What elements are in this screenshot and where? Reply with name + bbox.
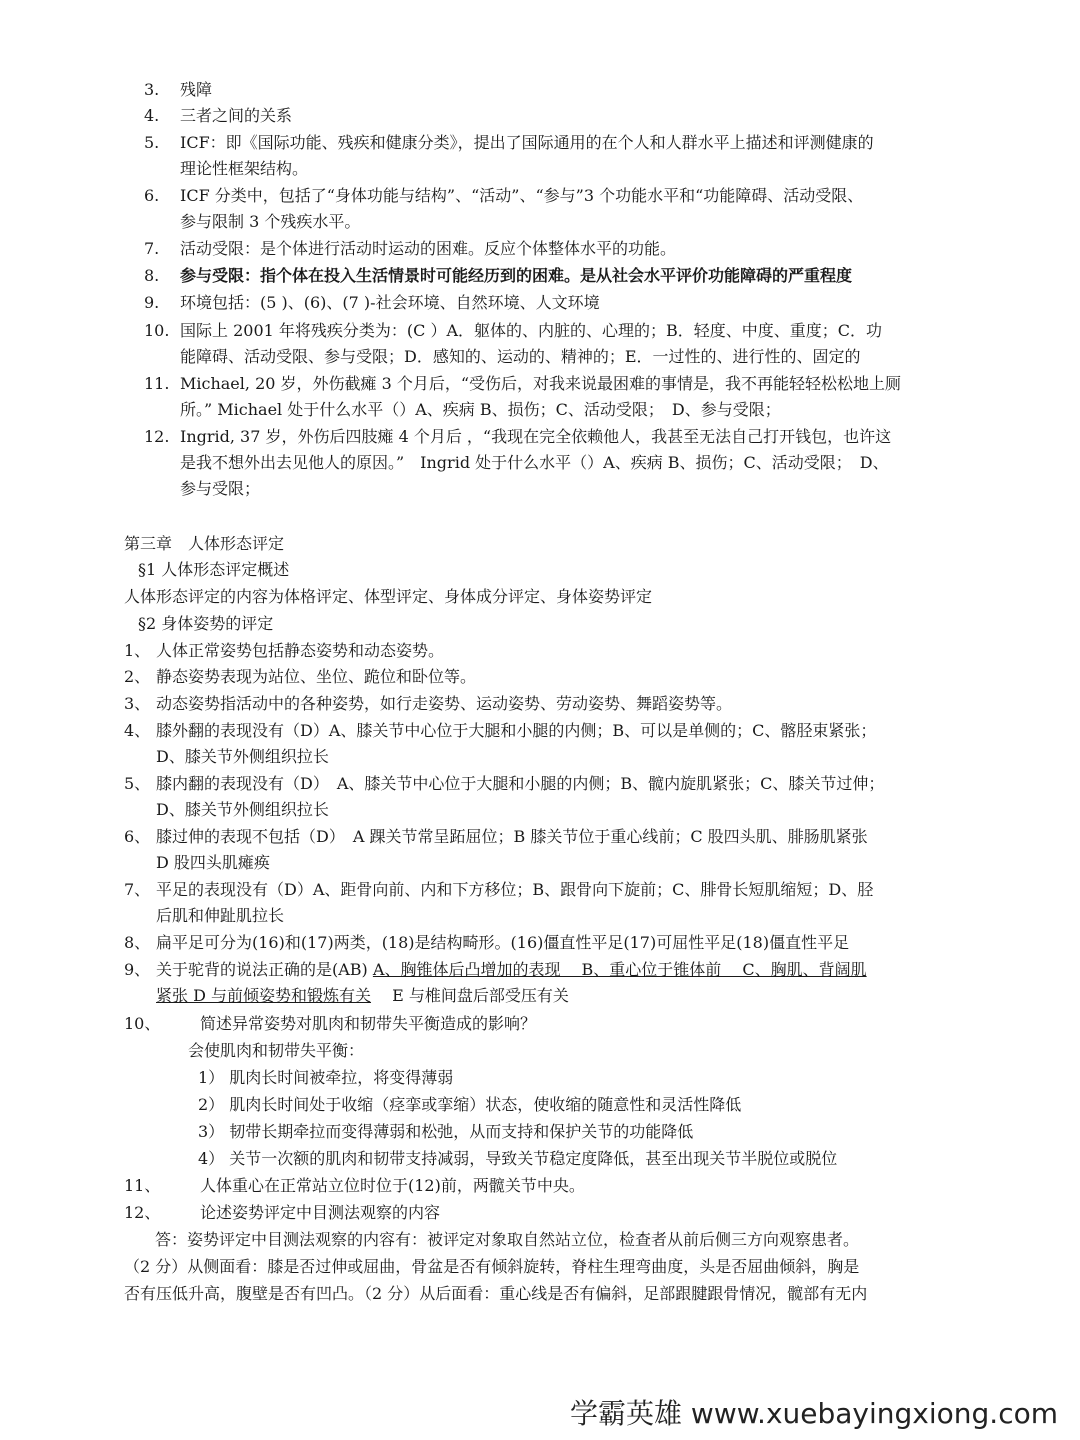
chapter-title: 第三章 人体形态评定 bbox=[124, 534, 285, 553]
answer-item: 4） 关节一次额的肌肉和韧带支持减弱，导致关节稳定度降低，甚至出现关节半脱位或脱位 bbox=[198, 1149, 838, 1168]
answer-item: 2） 肌肉长时间处于收缩（痉挛或挛缩）状态，使收缩的随意性和灵活性降低 bbox=[198, 1095, 742, 1114]
list-number: 12、 bbox=[124, 1203, 161, 1222]
answer-text: 答：姿势评定中目测法观察的内容有：被评定对象取自然站立位，检查者从前后侧三方向观察患者。 bbox=[155, 1230, 860, 1249]
list-number: 10、 bbox=[124, 1014, 161, 1033]
list-item-text: 参与受限； bbox=[180, 479, 261, 498]
list-number: 10. bbox=[144, 321, 170, 340]
list-item-text: 后肌和伸趾肌拉长 bbox=[156, 906, 285, 925]
list-number: 5、 bbox=[124, 774, 151, 793]
list-number: 4. bbox=[144, 106, 160, 125]
list-number: 2、 bbox=[124, 667, 151, 686]
q9-prefix: 关于驼背的说法正确的是(AB) bbox=[156, 960, 373, 979]
list-item-text: 扁平足可分为(16)和(17)两类，(18)是结构畸形。(16)僵直性平足(17)可屈性平足(18)僵直性平足 bbox=[156, 933, 850, 952]
list-number: 4、 bbox=[124, 721, 151, 740]
answer-text: （2 分）从侧面看：膝是否过伸或屈曲，骨盆是否有倾斜旋转，脊柱生理弯曲度，头是否屈曲倾斜，胸是 bbox=[124, 1257, 860, 1276]
list-item-text: ICF 分类中，包括了“身体功能与结构”、“活动”、“参与”3 个功能水平和“功能障碍、活动受限、 bbox=[180, 186, 864, 205]
list-number: 9. bbox=[144, 293, 160, 312]
list-number: 7、 bbox=[124, 880, 151, 899]
list-number: 11、 bbox=[124, 1176, 161, 1195]
list-item-text: 动态姿势指活动中的各种姿势，如行走姿势、运动姿势、劳动姿势、舞蹈姿势等。 bbox=[156, 694, 733, 713]
list-number: 11. bbox=[144, 374, 170, 393]
list-item-text: 环境包括：(5 )、(6)、(7 )-社会环境、自然环境、人文环境 bbox=[180, 293, 600, 312]
list-number: 6. bbox=[144, 186, 160, 205]
answer-text: 否有压低升高，腹壁是否有凹凸。（2 分）从后面看：重心线是否有偏斜，足部跟腱跟骨情况，髋部有无内 bbox=[124, 1284, 868, 1303]
list-item-text: 残障 bbox=[180, 80, 213, 99]
list-item-text: 静态姿势表现为站位、坐位、跪位和卧位等。 bbox=[156, 667, 477, 686]
watermark-text: 学霸英雄 www.xuebayingxiong.com bbox=[570, 1397, 1058, 1430]
question-text: 论述姿势评定中目测法观察的内容 bbox=[200, 1203, 441, 1222]
section-heading: §2 身体姿势的评定 bbox=[138, 614, 274, 633]
list-item-text: Michael, 20 岁，外伤截瘫 3 个月后，“受伤后，对我来说最困难的事情是，我不再能轻轻松松地上厕 bbox=[180, 374, 902, 393]
list-number: 7. bbox=[144, 239, 160, 258]
list-item-text: 能障碍、活动受限、参与受限；D．感知的、运动的、精神的；E．一过性的、进行性的、固定的 bbox=[180, 347, 861, 366]
list-number: 3. bbox=[144, 80, 160, 99]
list-number: 8、 bbox=[124, 933, 151, 952]
list-number: 5. bbox=[144, 133, 160, 152]
answer-intro: 会使肌肉和韧带失平衡： bbox=[188, 1041, 365, 1060]
list-item-text: 三者之间的关系 bbox=[180, 106, 293, 125]
list-item-text: 膝过伸的表现不包括（D） A 踝关节常呈跖屈位；B 膝关节位于重心线前；C 股四头肌、腓肠肌紧张 bbox=[156, 827, 868, 846]
list-number: 9、 bbox=[124, 960, 151, 979]
list-item-text-bold: 参与受限：指个体在投入生活情景时可能经历到的困难。是从社会水平评价功能障碍的严重程度 bbox=[180, 266, 853, 285]
list-item-text: Ingrid, 37 岁，外伤后四肢瘫 4 个月后 ，“我现在完全依赖他人，我甚至无法自己打开钱包，也许这 bbox=[180, 427, 892, 446]
q9-underlined: A、胸锥体后凸增加的表现 B、重心位于锥体前 C、胸肌、背阔肌 bbox=[372, 960, 867, 979]
list-item-text: ICF：即《国际功能、残疾和健康分类》，提出了国际通用的在个人和人群水平上描述和评测健康的 bbox=[180, 133, 874, 152]
answer-item: 1） 肌肉长时间被牵拉，将变得薄弱 bbox=[198, 1068, 454, 1087]
question-text: 人体重心在正常站立位时位于(12)前，两髋关节中央。 bbox=[200, 1176, 585, 1195]
section-text: 人体形态评定的内容为体格评定、体型评定、身体成分评定、身体姿势评定 bbox=[124, 587, 653, 606]
list-item-text: 是我不想外出去见他人的原因。” Ingrid 处于什么水平（）A、疾病 B、损伤；C、活动受限； D、 bbox=[180, 453, 889, 472]
list-item-text: 人体正常姿势包括静态姿势和动态姿势。 bbox=[156, 641, 445, 660]
list-item-text: 膝外翻的表现没有（D）A、膝关节中心位于大腿和小腿的内侧；B、可以是单侧的；C、髂胫束紧张； bbox=[156, 721, 877, 740]
list-item-text: 参与限制 3 个残疾水平。 bbox=[180, 212, 361, 231]
question-text: 简述异常姿势对肌肉和韧带失平衡造成的影响？ bbox=[200, 1014, 537, 1033]
list-item-text bbox=[156, 957, 867, 983]
list-item-text: 活动受限：是个体进行活动时运动的困难。反应个体整体水平的功能。 bbox=[180, 239, 677, 258]
list-number: 6、 bbox=[124, 827, 151, 846]
list-item-text: D、膝关节外侧组织拉长 bbox=[156, 747, 329, 766]
list-item-text: 所。” Michael 处于什么水平（）A、疾病 B、损伤；C、活动受限； D、参与受限； bbox=[180, 400, 781, 419]
q9-underlined: 紧张 D 与前倾姿势和锻炼有关 bbox=[156, 986, 372, 1005]
list-item-text: D 股四头肌瘫痪 bbox=[156, 853, 270, 872]
list-number: 1、 bbox=[124, 641, 151, 660]
list-item-text bbox=[156, 983, 569, 1009]
list-number: 12. bbox=[144, 427, 170, 446]
q9-rest: E 与椎间盘后部受压有关 bbox=[371, 986, 569, 1005]
list-number: 8. bbox=[144, 266, 160, 285]
list-item-text: 平足的表现没有（D）A、距骨向前、内和下方移位；B、跟骨向下旋前；C、腓骨长短肌缩短；D、胫 bbox=[156, 880, 874, 899]
section-heading: §1 人体形态评定概述 bbox=[138, 560, 290, 579]
answer-item: 3） 韧带长期牵拉而变得薄弱和松弛，从而支持和保护关节的功能降低 bbox=[198, 1122, 694, 1141]
list-item-text: D、膝关节外侧组织拉长 bbox=[156, 800, 329, 819]
list-item-text: 理论性框架结构。 bbox=[180, 159, 309, 178]
list-item-text: 膝内翻的表现没有（D） A、膝关节中心位于大腿和小腿的内侧；B、髋内旋肌紧张；C、膝关节过伸； bbox=[156, 774, 885, 793]
list-number: 3、 bbox=[124, 694, 151, 713]
list-item-text: 国际上 2001 年将残疾分类为：(C ）A．躯体的、内脏的、心理的；B．轻度、中度、重度；C．功 bbox=[180, 321, 883, 340]
